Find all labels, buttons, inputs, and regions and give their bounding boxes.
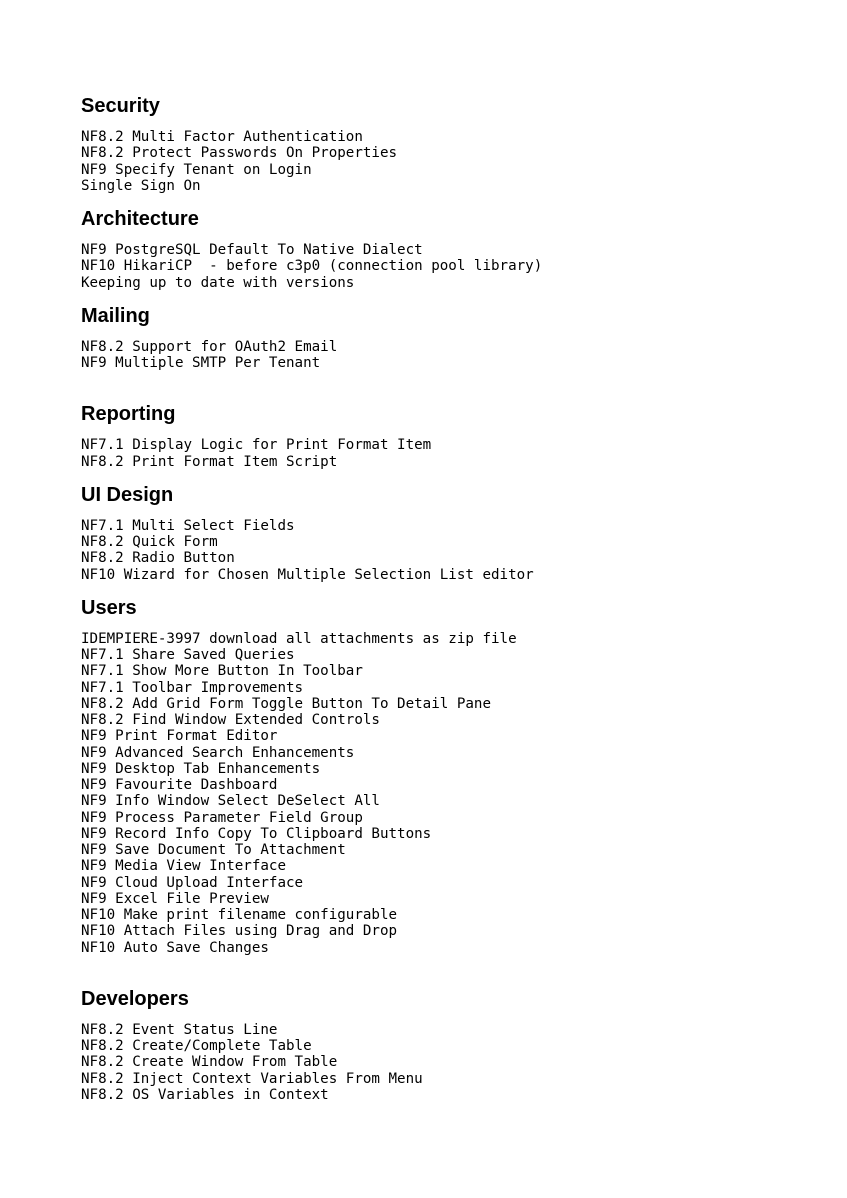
feature-line: Single Sign On: [81, 177, 201, 194]
feature-line: NF8.2 Create Window From Table: [81, 1054, 338, 1071]
feature-line: NF8.2 Multi Factor Authentication: [81, 129, 363, 145]
feature-line: NF7.1 Display Logic for Print Format Item: [81, 437, 432, 454]
section-items: [81, 242, 807, 291]
section-architecture: [81, 207, 807, 291]
feature-line: NF10 HikariCP - before c3p0 (connection pool library): [81, 258, 543, 275]
feature-line: NF9 Process Parameter Field Group: [81, 809, 363, 826]
section-users: [81, 596, 807, 956]
section-items: [81, 1022, 807, 1103]
section-items: [81, 437, 807, 470]
feature-line: NF8.2 Find Window Extended Controls: [81, 712, 380, 728]
feature-line: NF9 Advanced Search Enhancements: [81, 744, 355, 761]
feature-line: IDEMPIERE-3997 download all attachments as zip file: [81, 630, 517, 647]
feature-line: NF8.2 OS Variables in Context: [81, 1086, 329, 1103]
section-developers: [81, 987, 807, 1103]
section-title-architecture: Architecture: [81, 208, 199, 230]
section-items: [81, 631, 807, 956]
feature-line: NF9 Save Document To Attachment: [81, 842, 346, 858]
section-title-ui-design: UI Design: [81, 483, 174, 506]
feature-line: NF8.2 Event Status Line: [81, 1021, 278, 1038]
feature-line: NF9 Excel File Preview: [81, 890, 269, 907]
feature-line: NF8.2 Quick Form: [81, 534, 218, 550]
section-reporting: [81, 402, 807, 470]
feature-line: NF8.2 Support for OAuth2 Email: [81, 338, 338, 355]
section-title-developers: Developers: [81, 987, 189, 1010]
feature-line: NF9 Info Window Select DeSelect All: [81, 793, 380, 810]
section-title-users: Users: [81, 596, 137, 619]
section-ui-design: [81, 483, 807, 583]
section-mailing: [81, 304, 807, 372]
feature-line: NF9 Record Info Copy To Clipboard Buttons: [81, 825, 432, 842]
feature-line: NF7.1 Share Saved Queries: [81, 647, 295, 663]
feature-line: NF10 Auto Save Changes: [81, 939, 269, 956]
feature-line: NF8.2 Protect Passwords On Properties: [81, 145, 398, 162]
feature-line: NF9 Specify Tenant on Login: [81, 161, 312, 178]
feature-line: NF8.2 Radio Button: [81, 550, 235, 567]
feature-line: NF9 Cloud Upload Interface: [81, 874, 304, 891]
section-security: [81, 94, 807, 194]
feature-line: NF8.2 Inject Context Variables From Menu: [81, 1070, 423, 1087]
feature-line: NF10 Make print filename configurable: [81, 907, 398, 923]
section-title-security: Security: [81, 95, 160, 117]
feature-line: NF9 Multiple SMTP Per Tenant: [81, 355, 321, 371]
feature-line: NF9 Print Format Editor: [81, 728, 278, 745]
feature-line: Keeping up to date with versions: [81, 274, 355, 291]
feature-line: NF9 Desktop Tab Enhancements: [81, 760, 321, 777]
feature-line: NF9 Favourite Dashboard: [81, 777, 278, 793]
feature-line: NF10 Attach Files using Drag and Drop: [81, 923, 398, 940]
feature-line: NF7.1 Multi Select Fields: [81, 517, 295, 534]
feature-line: NF10 Wizard for Chosen Multiple Selection List editor: [81, 566, 534, 583]
feature-line: NF8.2 Create/Complete Table: [81, 1038, 312, 1054]
feature-line: NF7.1 Toolbar Improvements: [81, 679, 304, 696]
feature-line: NF9 Media View Interface: [81, 858, 286, 875]
section-title-mailing: Mailing: [81, 304, 150, 327]
section-items: [81, 129, 807, 194]
feature-line: NF7.1 Show More Button In Toolbar: [81, 663, 363, 680]
section-items: [81, 518, 807, 583]
feature-line: NF9 PostgreSQL Default To Native Dialect: [81, 242, 423, 258]
section-items: [81, 339, 807, 372]
feature-line: NF8.2 Print Format Item Script: [81, 453, 338, 470]
section-title-reporting: Reporting: [81, 403, 176, 426]
feature-line: NF8.2 Add Grid Form Toggle Button To Detail Pane: [81, 695, 491, 712]
